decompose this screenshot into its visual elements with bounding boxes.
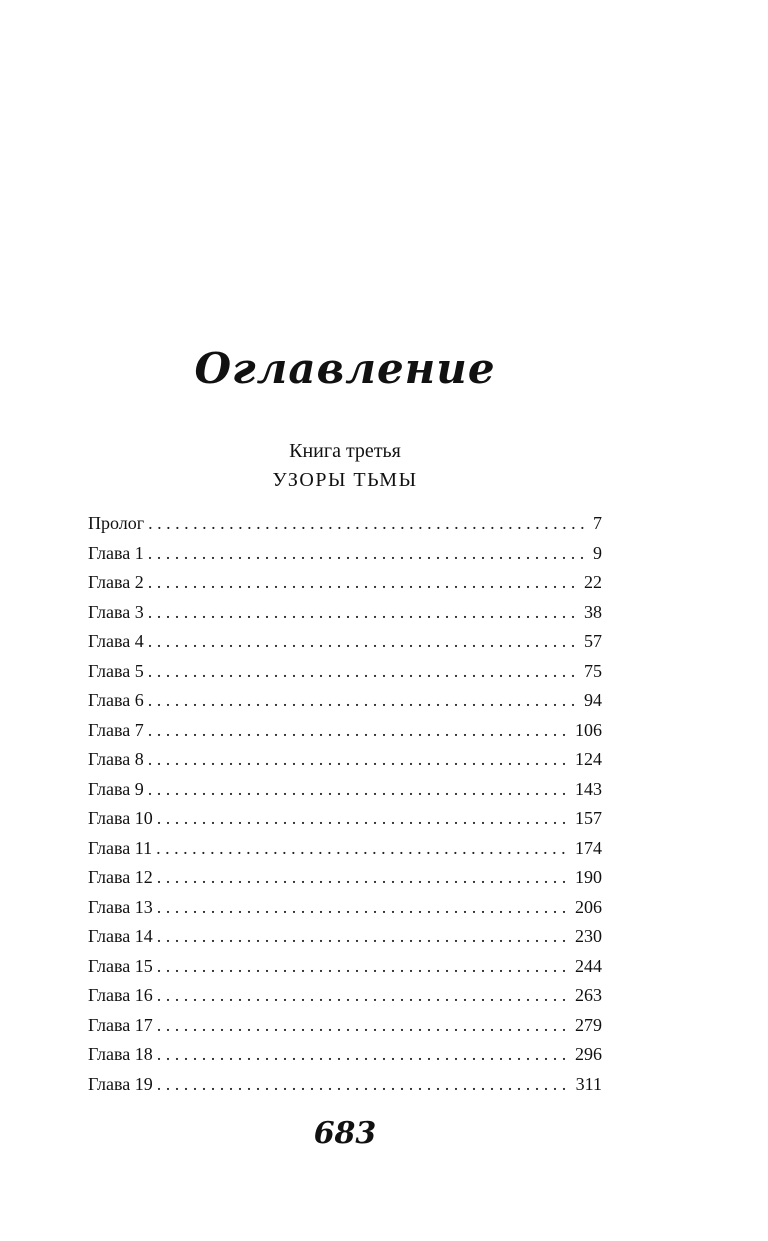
dot-leader bbox=[148, 657, 580, 687]
page-title: Оглавление bbox=[194, 344, 496, 393]
toc-entry bbox=[88, 981, 602, 1011]
dot-leader bbox=[148, 568, 580, 598]
toc-entry-page: 75 bbox=[584, 660, 602, 681]
dot-leader bbox=[157, 1040, 571, 1070]
dot-leader bbox=[148, 686, 580, 716]
dot-leader bbox=[157, 952, 571, 982]
toc-entry-label: Глава 6 bbox=[88, 690, 144, 710]
toc-entry bbox=[88, 745, 602, 775]
dot-leader bbox=[156, 834, 571, 864]
toc-entry-page: 244 bbox=[575, 955, 602, 976]
toc-entry-label: Глава 12 bbox=[88, 867, 153, 887]
toc-entry bbox=[88, 922, 602, 952]
toc-entry-label: Глава 8 bbox=[88, 749, 144, 769]
toc-entry-page: 157 bbox=[575, 808, 602, 828]
toc-entry-page: 57 bbox=[584, 631, 602, 651]
page-number: 683 bbox=[313, 1116, 377, 1151]
dot-leader bbox=[148, 745, 571, 775]
toc-entry-label: Глава 1 bbox=[88, 542, 144, 563]
toc-entry bbox=[88, 804, 602, 834]
toc-entry bbox=[88, 627, 602, 657]
toc-entry-page: 7 bbox=[593, 513, 602, 533]
toc-entry-label: Глава 7 bbox=[88, 719, 144, 740]
dot-leader bbox=[157, 1011, 571, 1041]
toc-entry-page: 22 bbox=[584, 572, 602, 592]
dot-leader bbox=[157, 922, 571, 952]
book-label: Книга третья bbox=[289, 440, 401, 462]
toc-entry bbox=[88, 1070, 602, 1100]
toc-entry bbox=[88, 952, 602, 982]
toc-entry-page: 38 bbox=[584, 601, 602, 622]
toc-entry-label: Глава 2 bbox=[88, 572, 144, 592]
toc-entry bbox=[88, 834, 602, 864]
dot-leader bbox=[148, 509, 589, 539]
toc-entry-label: Глава 5 bbox=[88, 660, 144, 681]
toc-entry bbox=[88, 657, 602, 687]
toc-entry bbox=[88, 686, 602, 716]
dot-leader bbox=[148, 539, 589, 569]
toc-entry-page: 296 bbox=[575, 1044, 602, 1064]
toc-entry-page: 190 bbox=[575, 867, 602, 887]
toc-entry-page: 263 bbox=[575, 985, 602, 1005]
toc-entry bbox=[88, 568, 602, 598]
toc-entry-page: 106 bbox=[575, 719, 602, 740]
toc-entry-page: 206 bbox=[575, 896, 602, 917]
toc-entry bbox=[88, 863, 602, 893]
book-subtitle: УЗОРЫ ТЬМЫ bbox=[272, 469, 418, 491]
toc-entry bbox=[88, 539, 602, 569]
table-of-contents bbox=[88, 509, 602, 1099]
toc-entry-label: Глава 16 bbox=[88, 985, 153, 1005]
toc-entry-label: Глава 9 bbox=[88, 778, 144, 799]
toc-entry bbox=[88, 775, 602, 805]
toc-entry-label: Глава 17 bbox=[88, 1014, 153, 1035]
dot-leader bbox=[148, 627, 580, 657]
toc-entry-label: Глава 15 bbox=[88, 955, 153, 976]
toc-entry-page: 94 bbox=[584, 690, 602, 710]
toc-entry-label: Глава 19 bbox=[88, 1073, 153, 1094]
toc-entry-label: Глава 3 bbox=[88, 601, 144, 622]
toc-entry-page: 124 bbox=[575, 749, 602, 769]
toc-entry-label: Глава 11 bbox=[88, 837, 153, 858]
toc-entry-label: Глава 14 bbox=[88, 926, 153, 946]
toc-entry-label: Глава 18 bbox=[88, 1044, 153, 1064]
dot-leader bbox=[157, 893, 571, 923]
toc-entry-label: Глава 13 bbox=[88, 896, 153, 917]
dot-leader bbox=[148, 716, 571, 746]
dot-leader bbox=[157, 1070, 572, 1100]
dot-leader bbox=[157, 981, 571, 1011]
toc-entry-page: 143 bbox=[575, 778, 602, 799]
toc-entry-label: Глава 4 bbox=[88, 631, 144, 651]
toc-entry bbox=[88, 1011, 602, 1041]
toc-entry bbox=[88, 893, 602, 923]
toc-entry bbox=[88, 509, 602, 539]
dot-leader bbox=[157, 863, 571, 893]
toc-entry-label: Глава 10 bbox=[88, 808, 153, 828]
dot-leader bbox=[157, 804, 571, 834]
toc-entry-page: 9 bbox=[593, 542, 602, 563]
toc-entry-page: 279 bbox=[575, 1014, 602, 1035]
dot-leader bbox=[148, 775, 571, 805]
toc-entry-page: 174 bbox=[575, 837, 602, 858]
toc-entry-label: Пролог bbox=[88, 513, 145, 533]
toc-entry-page: 230 bbox=[575, 926, 602, 946]
toc-entry bbox=[88, 1040, 602, 1070]
toc-entry bbox=[88, 716, 602, 746]
dot-leader bbox=[148, 598, 580, 628]
toc-entry bbox=[88, 598, 602, 628]
toc-entry-page: 311 bbox=[575, 1073, 602, 1094]
